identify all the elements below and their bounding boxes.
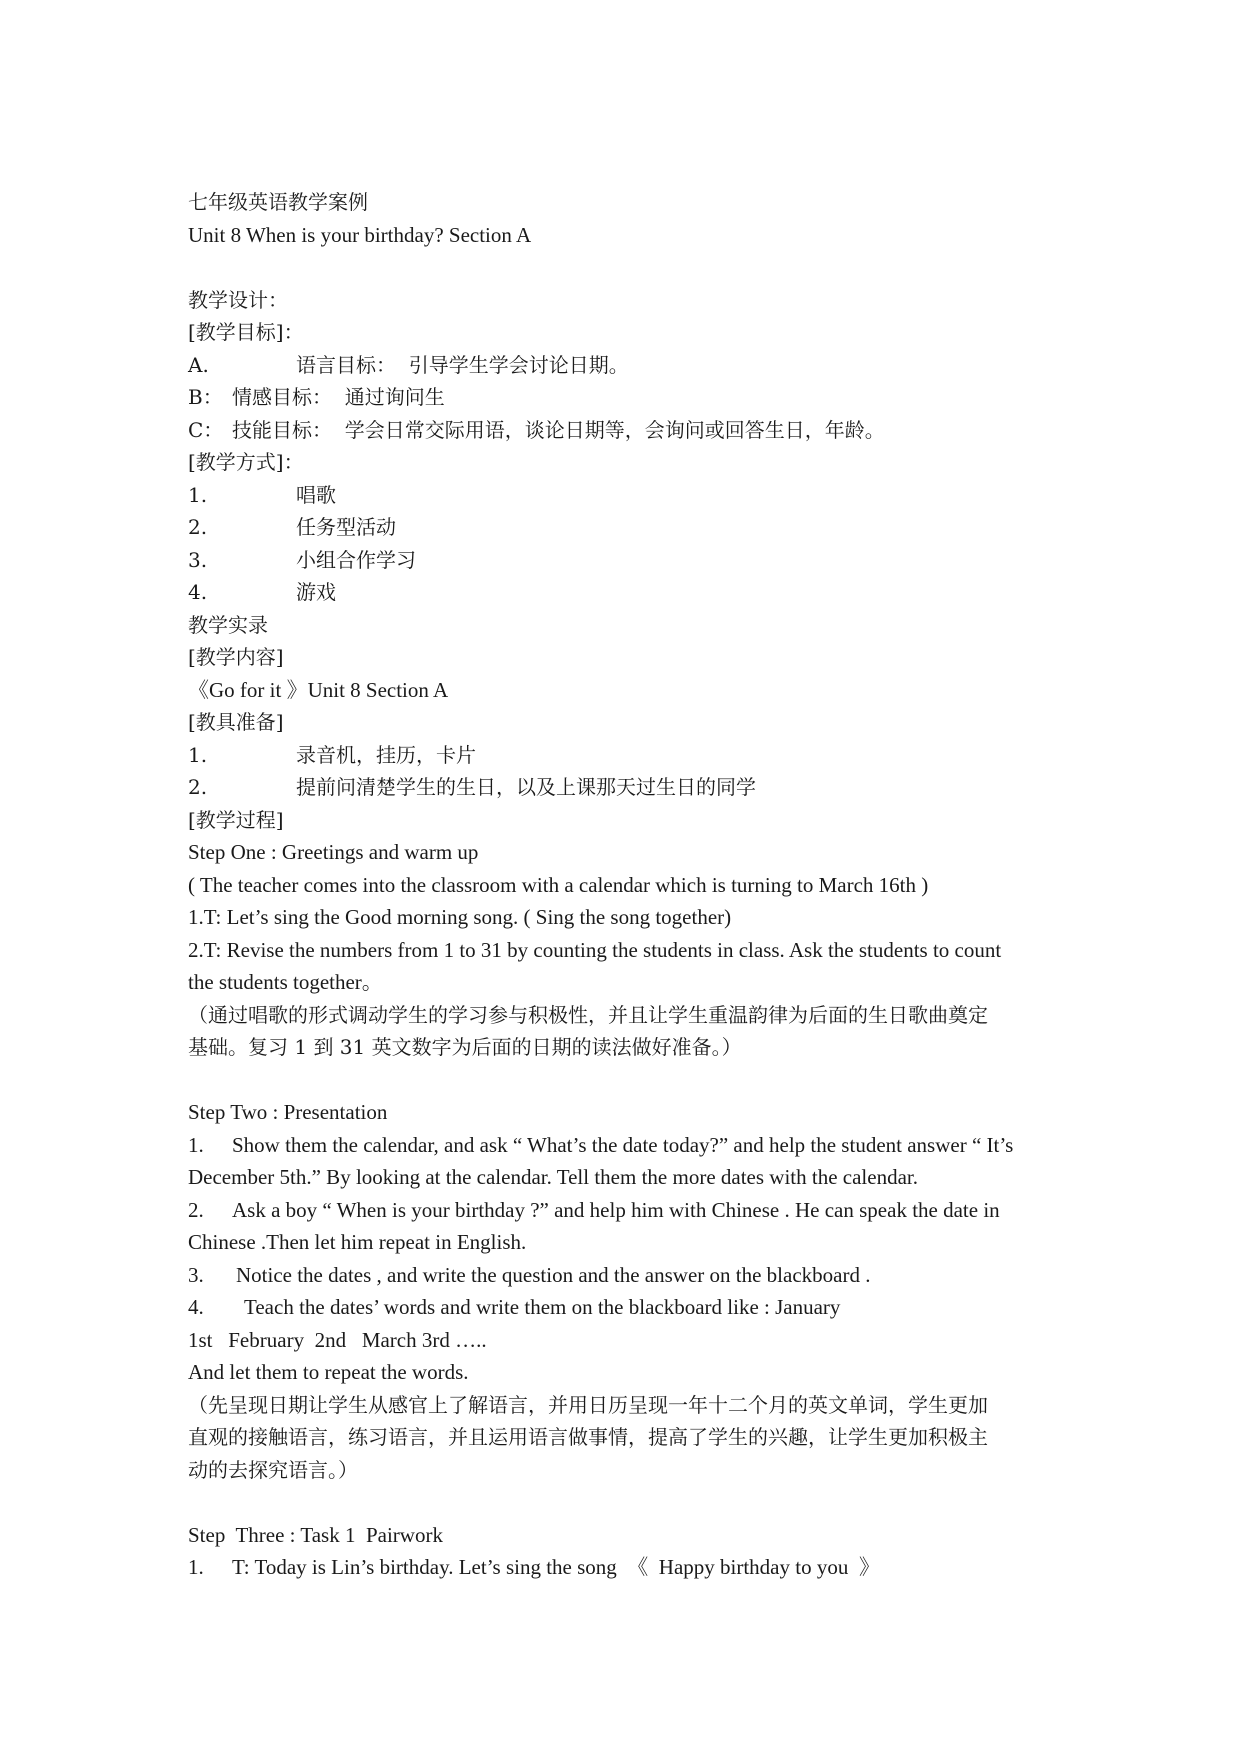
material-text: 录音机，挂历，卡片: [296, 742, 476, 767]
method-text: 任务型活动: [296, 515, 396, 539]
material-item: [188, 771, 1054, 804]
material-text: 提前问清楚学生的生日，以及上课那天过生日的同学: [296, 775, 756, 799]
step-one-item-continued: the students together。: [188, 970, 383, 994]
method-marker: 1.: [188, 482, 208, 507]
material-marker: 2.: [188, 775, 208, 799]
content-text: 《Go for it 》Unit 8 Section A: [188, 677, 449, 702]
design-heading: 教学设计：: [188, 287, 288, 312]
method-text: 小组合作学习: [296, 547, 416, 572]
goal-text: 学会日常交际用语，谈论日期等，会询问或回答生日，年龄。: [344, 417, 885, 442]
step-two-item: [188, 1291, 1054, 1324]
goal-label: 情感目标：: [232, 385, 332, 409]
methods-heading: [教学方式]：: [188, 450, 304, 474]
goal-label: 语言目标：: [296, 352, 396, 377]
step-one-title: Step One : Greetings and warm up: [188, 840, 479, 864]
step-two-marker: 4.: [188, 1295, 204, 1319]
method-item: [188, 544, 1054, 577]
title-en: Unit 8 When is your birthday? Section A: [188, 222, 532, 247]
step-two-item-continued: December 5th.” By looking at the calendar. Tell them the more dates with the calendar.: [188, 1165, 918, 1189]
step-one-item: 1.T: Let’s sing the Good morning song. ( Sing the song together): [188, 905, 732, 929]
step-two-item-continued: 1st February 2nd March 3rd …..: [188, 1327, 487, 1352]
step-two-marker: 3.: [188, 1262, 204, 1287]
step-one-item: 2.T: Revise the numbers from 1 to 31 by counting the students in class. Ask the students to count: [188, 937, 1002, 962]
step-two-note: 直观的接触语言，练习语言，并且运用语言做事情，提高了学生的兴趣，让学生更加积极主: [188, 1425, 988, 1449]
goal-c: [188, 414, 1054, 447]
goal-a: [188, 349, 1054, 382]
step-two-item: [188, 1129, 1054, 1162]
step-two-item-continued: Chinese .Then let him repeat in English.: [188, 1230, 527, 1254]
material-marker: 1.: [188, 742, 208, 767]
step-two-note: （先呈现日期让学生从感官上了解语言，并用日历呈现一年十二个月的英文单词，学生更加: [188, 1392, 988, 1417]
step-two-text: Notice the dates , and write the question and the answer on the blackboard .: [236, 1262, 871, 1287]
step-three-text: T: Today is Lin’s birthday. Let’s sing the song 《 Happy birthday to you 》: [232, 1555, 880, 1579]
process-heading: [教学过程]: [188, 807, 284, 832]
text-column: [188, 186, 1054, 1584]
method-item: [188, 511, 1054, 544]
step-three-title: Step Three : Task 1 Pairwork: [188, 1522, 443, 1547]
content-heading: [教学内容]: [188, 645, 284, 669]
title-cn: 七年级英语教学案例: [188, 190, 368, 214]
step-one-note: （通过唱歌的形式调动学生的学习参与积极性，并且让学生重温韵律为后面的生日歌曲奠定: [188, 1002, 988, 1027]
material-item: [188, 739, 1054, 772]
step-two-text: Teach the dates’ words and write them on the blackboard like : January: [244, 1295, 841, 1319]
record-heading: 教学实录: [188, 612, 268, 637]
goal-marker: A.: [188, 352, 209, 377]
goal-marker: B：: [188, 385, 223, 409]
method-marker: 4.: [188, 580, 208, 604]
step-three-marker: 1.: [188, 1555, 204, 1579]
method-text: 唱歌: [296, 482, 336, 507]
step-two-after: And let them to repeat the words.: [188, 1360, 469, 1384]
step-one-note: 基础。复习 1 到 31 英文数字为后面的日期的读法做好准备。）: [188, 1035, 742, 1059]
step-two-marker: 2.: [188, 1197, 204, 1222]
method-item: [188, 576, 1054, 609]
goal-label: 技能目标：: [232, 417, 332, 442]
step-two-text: Ask a boy “ When is your birthday ?” and help him with Chinese . He can speak the date in: [232, 1197, 1000, 1222]
step-two-text: Show them the calendar, and ask “ What’s the date today?” and help the student answer “ It’s: [232, 1132, 1014, 1157]
method-marker: 3.: [188, 547, 208, 572]
method-item: [188, 479, 1054, 512]
step-two-item: [188, 1259, 1054, 1292]
step-two-item: [188, 1194, 1054, 1227]
blank-line: [188, 1064, 1054, 1097]
step-three-item: [188, 1551, 1054, 1584]
blank-line: [188, 251, 1054, 284]
goal-text: 通过询问生: [344, 385, 445, 409]
goal-b: [188, 381, 1054, 414]
method-marker: 2.: [188, 515, 208, 539]
step-two-note: 动的去探究语言。）: [188, 1457, 358, 1482]
materials-heading: [教具准备]: [188, 710, 284, 734]
step-one-intro: ( The teacher comes into the classroom with a calendar which is turning to March 16th ): [188, 872, 929, 897]
step-two-title: Step Two : Presentation: [188, 1100, 388, 1124]
goal-marker: C：: [188, 417, 224, 442]
goal-text: 引导学生学会讨论日期。: [408, 352, 629, 377]
goals-heading: [教学目标]：: [188, 320, 304, 344]
blank-line: [188, 1486, 1054, 1519]
method-text: 游戏: [296, 580, 336, 604]
step-two-marker: 1.: [188, 1132, 204, 1157]
